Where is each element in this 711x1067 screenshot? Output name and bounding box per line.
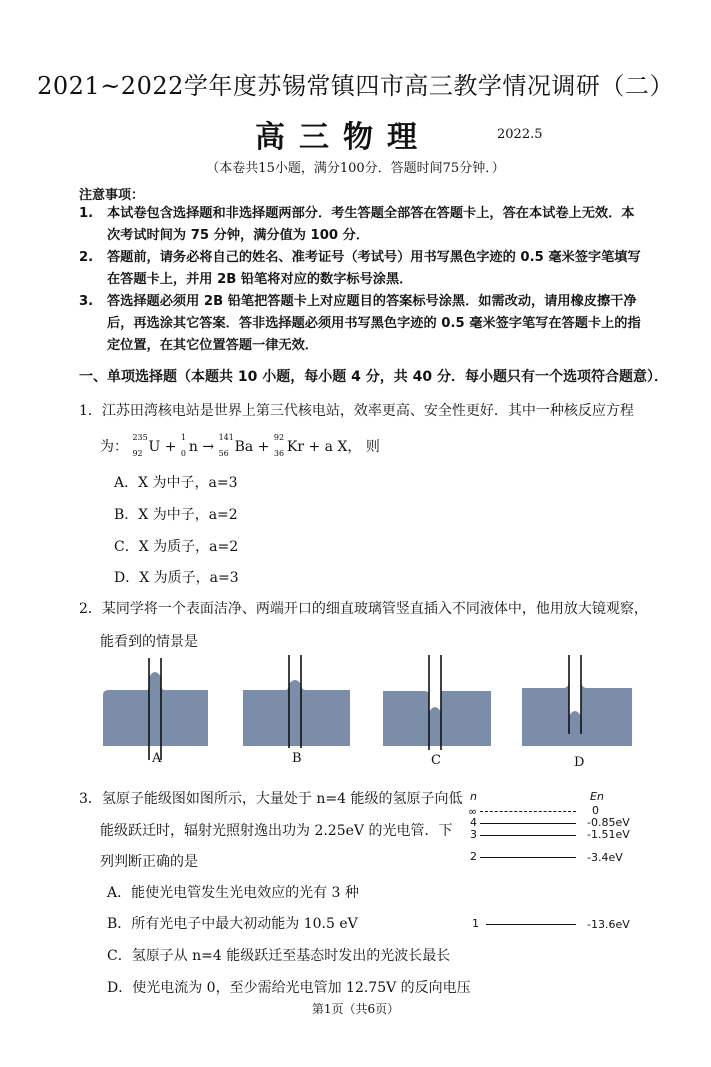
- level-e: -3.4eV: [587, 851, 623, 864]
- level-e: 0: [592, 804, 599, 817]
- q3-stem-3: 列判断正确的是: [100, 854, 198, 870]
- n-header: n: [470, 790, 477, 803]
- exam-title: 2021~2022学年度苏锡常镇四市高三教学情况调研（二）: [37, 72, 674, 100]
- level-n: 1: [472, 917, 479, 930]
- level-e: -1.51eV: [587, 828, 630, 841]
- exam-note: （本卷共15小题，满分100分．答题时间75分钟．）: [206, 161, 505, 176]
- level-e: -0.85eV: [587, 816, 630, 829]
- q3-stem-2: 能级跃迁时，辐射光照射逸出功为 2.25eV 的光电管．下: [100, 823, 453, 839]
- q3-stem-1: 3．氢原子能级图如图所示，大量处于 n=4 能级的氢原子向低: [79, 791, 463, 807]
- q3-option-b: B．所有光电子中最大初动能为 10.5 eV: [107, 916, 358, 932]
- exam-date: 2022.5: [497, 127, 543, 142]
- level-n: 4: [470, 816, 477, 829]
- level-line-4: [480, 823, 576, 824]
- nuclide-kr: 92 36 Kr: [273, 433, 305, 458]
- level-n: 2: [470, 850, 477, 863]
- q1-equation: 为： 235 92 U + 1 0 n → 141 56 Ba + 92 36 Kr + a X， 则: [100, 433, 380, 458]
- level-line-1: [486, 924, 576, 925]
- q2-stem: 2．某同学将一个表面洁净、两端开口的细直玻璃管竖直插入不同液体中，他用放大镜观察，: [79, 601, 648, 617]
- subject-title: 高三物理: [255, 120, 431, 155]
- nuclide-n: 1 0 n: [180, 433, 198, 458]
- tubes: [149, 655, 581, 760]
- level-line-inf: [480, 811, 576, 812]
- level-e: -13.6eV: [587, 918, 630, 931]
- level-n: ∞: [468, 805, 478, 818]
- energy-level-diagram: [466, 788, 636, 938]
- note-item: 1. 本试卷包含选择题和非选择题两部分．考生答题全部答在答题卡上，答在本试卷上无效．本次考试时间为 75 分钟，满分值为 100 分．: [79, 206, 635, 243]
- figure-c: [383, 691, 491, 746]
- note-item: 2. 答题前，请务必将自己的姓名、准考证号（考试号）用书写黑色字迹的 0.5 毫米签字笔填写在答题卡上，并用 2B 铅笔将对应的数字标号涂黑．: [79, 250, 641, 287]
- notes-list: [79, 203, 647, 357]
- q3-option-c: C．氢原子从 n=4 能级跃迁至基态时发出的光波长最长: [107, 948, 451, 964]
- level-n: 3: [470, 828, 477, 841]
- figure-label-b: B: [292, 751, 302, 766]
- figure-label-d: D: [574, 755, 585, 770]
- figure-label-a: A: [152, 751, 162, 766]
- level-line-2: [480, 857, 576, 858]
- section-heading: 一、单项选择题（本题共 10 小题，每小题 4 分，共 40 分．每小题只有一个选项符合题意）．: [79, 369, 668, 385]
- note-item: 3. 答选择题必须用 2B 铅笔把答题卡上对应题目的答案标号涂黑．如需改动，请用橡皮擦干净后，再选涂其它答案．答非选择题必须用书写黑色字迹的 0.5 毫米签字笔写在答题卡上的指定位置，在其它位置答题一律无效．: [79, 294, 641, 353]
- level-line-3: [480, 835, 576, 836]
- q2-stem-2: 能看到的情景是: [100, 634, 198, 650]
- q1-option-d: D．X 为质子，a=3: [114, 570, 239, 586]
- figure-b: [243, 680, 350, 746]
- capillary-figures: [95, 650, 640, 775]
- e-header: En: [590, 790, 604, 803]
- page-footer: 第1页（共6页）: [311, 1002, 400, 1016]
- figure-d: [522, 680, 632, 746]
- q1-option-a: A．X 为中子，a=3: [114, 475, 238, 491]
- nuclide-u: 235 92 U: [132, 433, 161, 458]
- nuclide-ba: 141 56 Ba: [218, 433, 254, 458]
- q3-option-d: D．使光电流为 0，至少需给光电管加 12.75V 的反向电压: [107, 980, 471, 996]
- figure-label-c: C: [431, 753, 441, 768]
- q1-option-c: C．X 为质子，a=2: [114, 539, 239, 555]
- q1-option-b: B．X 为中子，a=2: [114, 507, 238, 523]
- q3-option-a: A．能使光电管发生光电效应的光有 3 种: [107, 885, 359, 901]
- notes-title: 注意事项：: [79, 188, 145, 203]
- q1-stem: 1．江苏田湾核电站是世界上第三代核电站，效率更高、安全性更好．其中一种核反应方程: [79, 403, 634, 419]
